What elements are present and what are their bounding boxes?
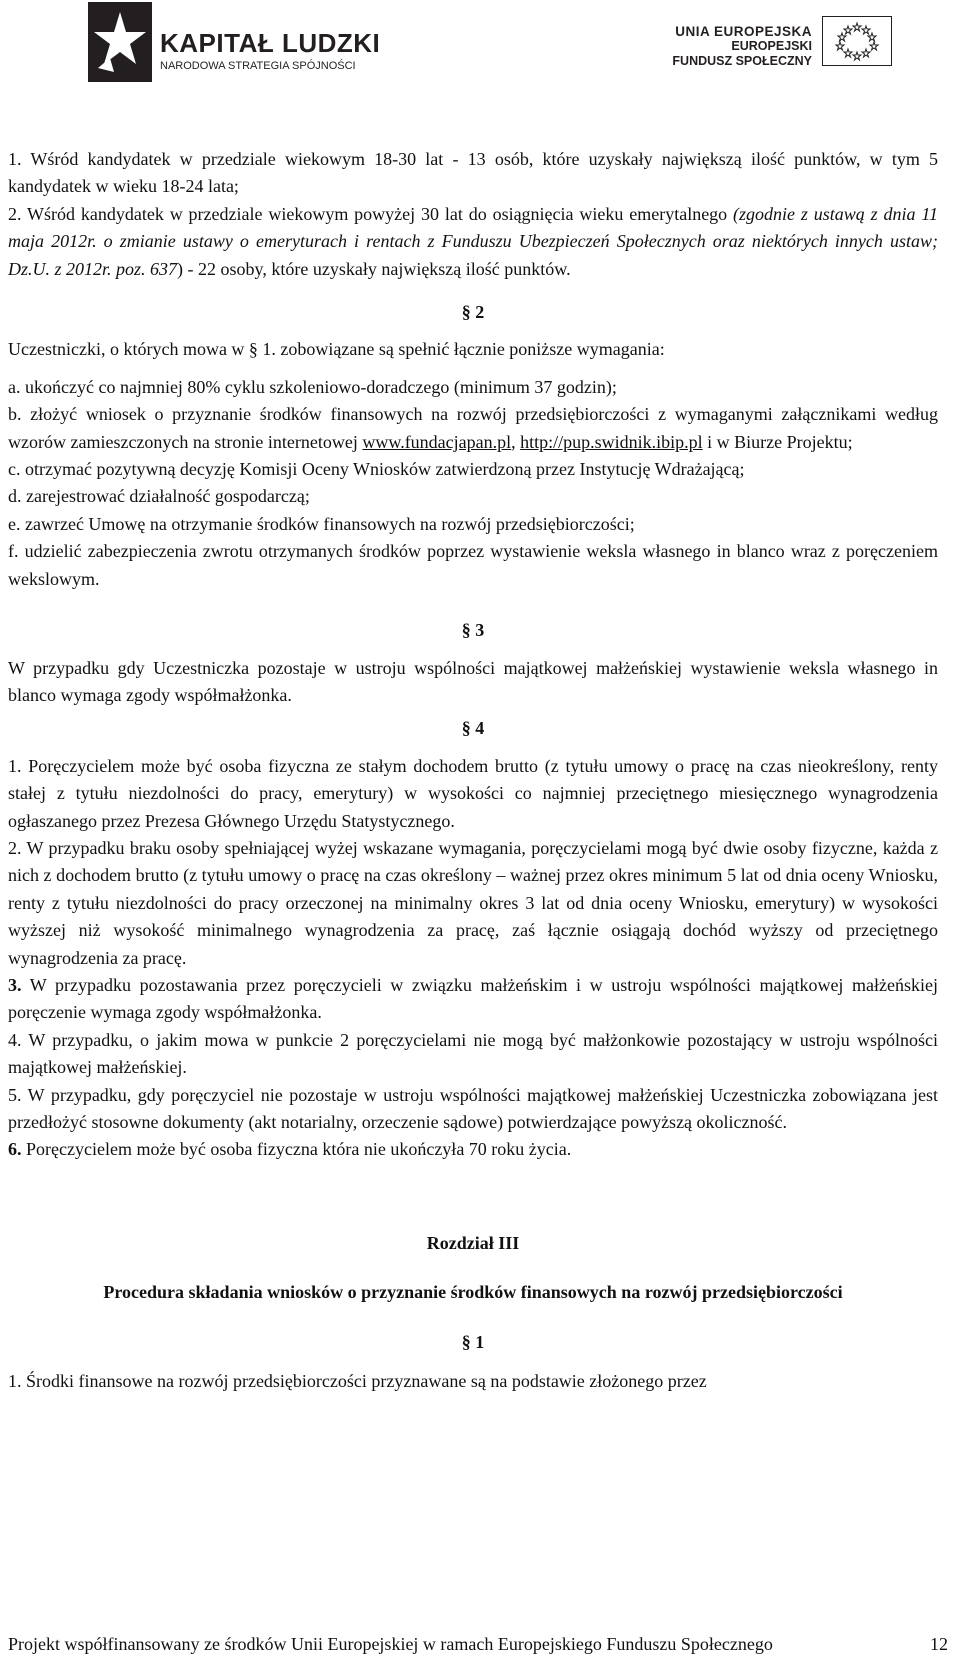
eu-line-1: UNIA EUROPEJSKA: [675, 24, 812, 39]
kapital-ludzki-logo: [62, 2, 382, 82]
requirement-b-text: b. złożyć wniosek o przyznanie środków finansowych na rozwój przedsiębiorczości z wymaganymi załącznikami według wzorów zamieszczonych na stronie internetowej: [8, 404, 938, 452]
requirement-f: f. udzielić zabezpieczenia zwrotu otrzymanych środków poprzez wystawienie weksla własnego in blanco wraz z poręczeniem wekslowym.: [8, 541, 938, 589]
chapter-title: Rozdział III: [426, 1232, 520, 1253]
section-4-point-3: [8, 972, 938, 1027]
chapter-subtitle: Procedura składania wniosków o przyznanie środków finansowych na rozwój przedsiębiorczości: [103, 1282, 843, 1303]
eu-fund-label: [656, 24, 812, 69]
requirement-c: c. otrzymać pozytywną decyzję Komisji Oceny Wniosków zatwierdzoną przez Instytucję Wdrażającą;: [8, 459, 745, 480]
document-body: [8, 146, 938, 1395]
intro-item-2-end: ) - 22 osoby, które uzyskały największą ilość punktów.: [177, 258, 571, 279]
kapital-ludzki-subtitle: NARODOWA STRATEGIA SPÓJNOŚCI: [160, 60, 356, 72]
eu-flag-icon: [822, 16, 892, 66]
requirement-d: d. zarejestrować działalność gospodarczą;: [8, 486, 310, 507]
page-number: 12: [930, 1634, 948, 1654]
section-4-point-6-text: Poręczycielem może być osoba fizyczna która nie ukończyła 70 roku życia.: [21, 1139, 572, 1160]
requirement-b-end: i w Biurze Projektu;: [702, 431, 853, 452]
eu-line-2: EUROPEJSKI: [731, 39, 812, 53]
intro-item-2-lead: 2. Wśród kandydatek w przedziale wiekowym powyżej 30 lat do osiągnięcia wieku emerytalnego: [8, 203, 734, 224]
section-4-point-1: 1. Poręczycielem może być osoba fizyczna ze stałym dochodem brutto (z tytułu umowy o pracę na czas nieokreślony, renty stałej z tytułu niezdolności do pracy, emerytury) w wysokości co najmniej przeciętnego miesięcznego wynagrodzenia ogłaszanego przez Prezesa Głównego Urzędu Statystycznego.: [8, 755, 938, 831]
intro-item-1: 1. Wśród kandydatek w przedziale wiekowym 18-30 lat - 13 osób, które uzyskały największą ilość punktów, w tym 5 kandydatek w wieku 18-24 lata;: [8, 149, 938, 197]
chapter-point-1: 1. Środki finansowe na rozwój przedsiębiorczości przyznawane są na podstawie złożonego przez: [8, 1371, 707, 1392]
requirement-a: a. ukończyć co najmniej 80% cyklu szkoleniowo-doradczego (minimum 37 godzin);: [8, 376, 617, 397]
requirement-b-separator: ,: [511, 431, 521, 452]
section-4-point-6: [8, 1136, 938, 1163]
section-4-heading: § 4: [461, 718, 485, 739]
section-2-lead: Uczestniczki, o których mowa w § 1. zobowiązane są spełnić łącznie poniższe wymagania:: [8, 339, 665, 360]
kapital-ludzki-title: KAPITAŁ LUDZKI: [160, 28, 381, 58]
section-4-point-3-text: W przypadku pozostawania przez poręczycieli w związku małżeńskim i w ustroju wspólności majątkowej małżeńskiej poręczenie wymaga zgody współmałżonka.: [8, 974, 938, 1023]
kapital-ludzki-star-icon: [88, 2, 152, 82]
section-4-point-6-number: 6.: [8, 1139, 22, 1160]
section-4-point-5: 5. W przypadku, gdy poręczyciel nie pozostaje w ustroju wspólności majątkowej małżeńskiej Uczestniczka zobowiązana jest przedłożyć stosowne dokumenty (akt notarialny, orzeczenie sądowe) potwierdzające powyższą okoliczność.: [8, 1084, 938, 1132]
chapter-section-1-heading: § 1: [461, 1331, 485, 1352]
section-4-point-2: 2. W przypadku braku osoby spełniającej wyżej wskazane wymagania, poręczycielami mogą być dwie osoby fizyczne, każda z nich z dochodem brutto (z tytułu umowy o pracę na czas określony – ważnej przez okres minimum 5 lat od dnia oceny Wniosku, renty z tytułu niezdolności do pracy orzeczonej na minimalny okres 3 lat od dnia oceny Wniosku, emerytury) w wysokości wyższej niż wysokość minimalnego wynagrodzenia za pracę, zaś łącznie osiągają dochód wyższy od przeciętnego wynagrodzenia za pracę.: [8, 837, 938, 968]
section-3-heading: § 3: [461, 620, 485, 641]
requirement-b: [8, 401, 938, 456]
section-4-point-4: 4. W przypadku, o jakim mowa w punkcie 2 poręczycielami nie mogą być małżonkowie pozostający w ustroju wspólności majątkowej małżeńskiej.: [8, 1029, 938, 1078]
section-2-heading: § 2: [461, 302, 485, 323]
requirement-e: e. zawrzeć Umowę na otrzymanie środków finansowych na rozwój przedsiębiorczości;: [8, 513, 635, 534]
footer-cofinancing-note: Projekt współfinansowany ze środków Unii Europejskiej w ramach Europejskiego Funduszu Społecznego: [8, 1634, 773, 1654]
intro-item-2-legal-reference: (zgodnie z ustawą z dnia 11 maja 2012r. o zmianie ustawy o emeryturach i rentach z Funduszu Ubezpieczeń Społecznych oraz niektórych innych ustaw; Dz.U. z 2012r. poz. 637: [8, 203, 938, 279]
fundacjapan-link[interactable]: www.fundacjapan.pl: [362, 431, 512, 452]
eu-line-3: FUNDUSZ SPOŁECZNY: [672, 54, 812, 68]
intro-item-2: [8, 201, 938, 283]
page-header: [0, 0, 960, 90]
section-4-point-3-number: 3.: [8, 974, 22, 995]
section-3-text: W przypadku gdy Uczestniczka pozostaje w ustroju wspólności majątkowej małżeńskiej wystawienie weksla własnego in blanco wymaga zgody współmałżonka.: [8, 657, 938, 705]
pup-swidnik-link[interactable]: http://pup.swidnik.ibip.pl: [520, 431, 703, 452]
